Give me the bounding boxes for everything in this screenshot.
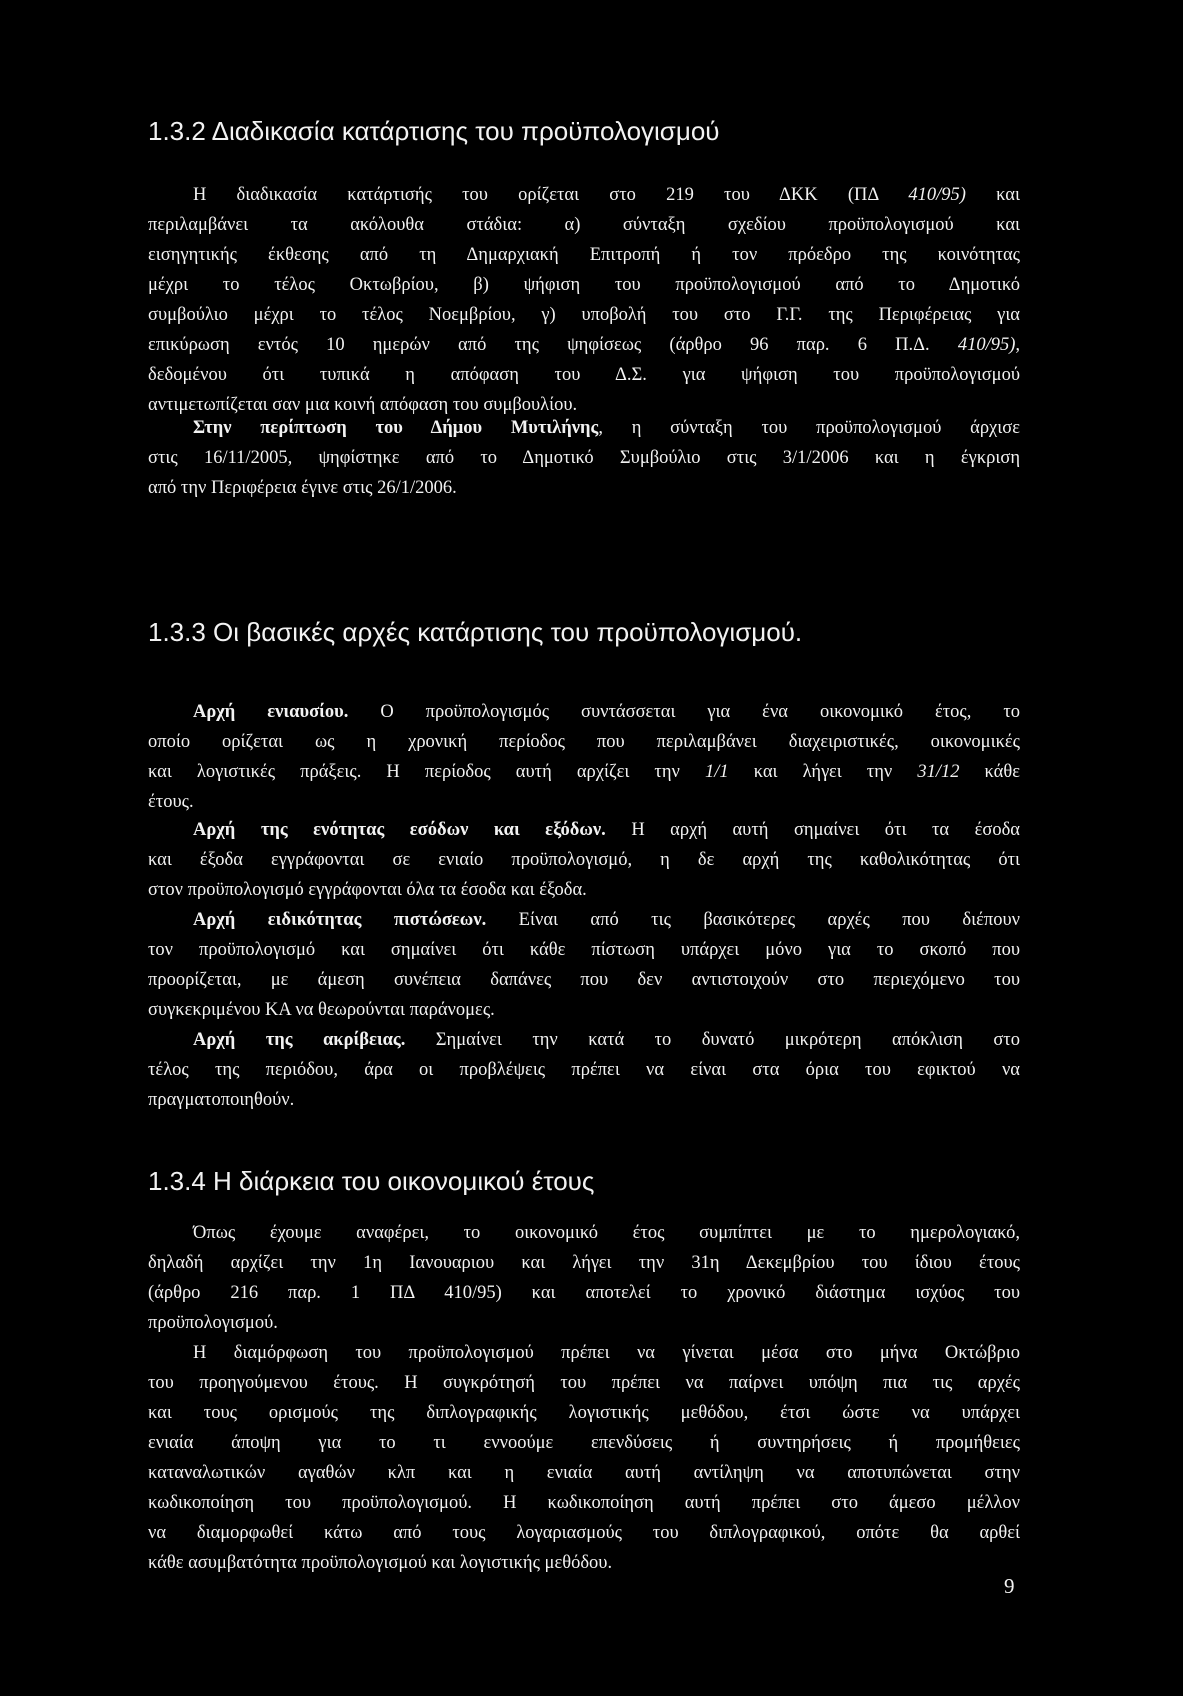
text-line: δηλαδή αρχίζει την 1η Ιανουαριου και λήγει την 31η Δεκεμβρίου του ίδιου έτους	[148, 1253, 1020, 1273]
section-heading-1-3-2: 1.3.2 Διαδικασία κατάρτισης του προϋπολογισμού	[148, 116, 720, 146]
text-line: τέλος της περιόδου, άρα οι προβλέψεις πρέπει να είναι στα όρια του εφικτού να	[148, 1060, 1020, 1080]
law-reference: 410/95),	[957, 335, 1020, 355]
text-line: και έξοδα εγγράφονται σε ενιαίο προϋπολογισμό, η δε αρχή της καθολικότητας ότι	[148, 850, 1020, 870]
text-line	[148, 1025, 1020, 1055]
text-line: του προηγούμενου έτους. Η συγκρότησή του πρέπει να παίρνει υπόψη πια τις αρχές	[148, 1373, 1020, 1393]
text-line: (άρθρο 216 παρ. 1 ΠΔ 410/95) και αποτελεί το χρονικό διάστημα ισχύος του	[148, 1283, 1020, 1303]
bold-lead: Αρχή ειδικότητας πιστώσεων.	[193, 910, 487, 930]
paragraph-unity-principle	[148, 815, 1020, 905]
date-end: 31/12	[917, 762, 960, 782]
text-span: Είναι από τις βασικότερες αρχές που διέπουν	[486, 910, 1020, 930]
paragraph-specificity-principle	[148, 905, 1020, 1025]
bold-lead: Αρχή της ενότητας εσόδων και εξόδων.	[193, 820, 606, 840]
date-start: 1/1	[704, 762, 729, 782]
text-span: Η διαδικασία κατάρτισής του ορίζεται στο 219 του ΔΚΚ (ΠΔ	[193, 185, 909, 205]
text-line: προϋπολογισμού.	[148, 1313, 278, 1333]
text-span: και λογιστικές πράξεις. Η περίοδος αυτή αρχίζει την	[148, 762, 705, 782]
text-line: συγκεκριμένου ΚΑ να θεωρούνται παράνομες.	[148, 1000, 495, 1020]
text-line	[148, 697, 1020, 727]
section-heading-1-3-3: 1.3.3 Οι βασικές αρχές κατάρτισης του προϋπολογισμού.	[148, 617, 803, 647]
text-line	[148, 815, 1020, 845]
text-span: και	[965, 185, 1020, 205]
page-number: 9	[1004, 1574, 1015, 1598]
paragraph-mytilene	[148, 413, 1020, 503]
text-span: κάθε	[959, 762, 1021, 782]
text-span: Η αρχή αυτή σημαίνει ότι τα έσοδα	[605, 820, 1020, 840]
paragraph-accuracy-principle	[148, 1025, 1020, 1115]
paragraph-budget-formation	[148, 1338, 1020, 1578]
text-line	[148, 330, 1020, 360]
bold-lead: Αρχή της ακρίβειας.	[193, 1030, 406, 1050]
text-line: και τους ορισμούς της διπλογραφικής λογιστικής μεθόδου, έτσι ώστε να υπάρχει	[148, 1403, 1020, 1423]
text-line	[148, 757, 1020, 787]
text-line: κωδικοποίηση του προϋπολογισμού. Η κωδικοποίηση αυτή πρέπει στο άμεσο μέλλον	[148, 1493, 1020, 1513]
bold-lead: Στην περίπτωση του Δήμου Μυτιλήνης	[193, 418, 599, 438]
text-span: Σημαίνει την κατά το δυνατό μικρότερη απόκλιση στο	[405, 1030, 1020, 1050]
law-reference: 410/95)	[908, 185, 966, 205]
text-line: ενιαία άποψη για το τι εννοούμε επενδύσεις ή συντηρήσεις ή προμήθειες	[148, 1433, 1020, 1453]
paragraph-annual-principle	[148, 697, 1020, 817]
text-line: κάθε ασυμβατότητα προϋπολογισμού και λογιστικής μεθόδου.	[148, 1553, 613, 1573]
text-line	[148, 413, 1020, 443]
text-line	[148, 905, 1020, 935]
text-line: μέχρι το τέλος Οκτωβρίου, β) ψήφιση του προϋπολογισμού από το Δημοτικό	[148, 275, 1020, 295]
text-line: δεδομένου ότι τυπικά η απόφαση του Δ.Σ. για ψήφιση του προϋπολογισμού	[148, 365, 1020, 385]
text-line: συμβούλιο μέχρι το τέλος Νοεμβρίου, γ) υποβολή του στο Γ.Γ. της Περιφέρειας για	[148, 305, 1020, 325]
text-line: καταναλωτικών αγαθών κλπ και η ενιαία αυτή αντίληψη να αποτυπώνεται στην	[148, 1463, 1020, 1483]
text-span: Ο προϋπολογισμός συντάσσεται για ένα οικονομικό έτος, το	[348, 702, 1021, 722]
text-span: και λήγει την	[728, 762, 918, 782]
text-line: τον προϋπολογισμό και σημαίνει ότι κάθε πίστωση υπάρχει μόνο για το σκοπό που	[148, 940, 1020, 960]
bold-lead: Αρχή ενιαυσίου.	[193, 702, 349, 722]
text-line: οποίο ορίζεται ως η χρονική περίοδος που περιλαμβάνει διαχειριστικές, οικονομικές	[148, 732, 1020, 752]
paragraph-procedure	[148, 180, 1020, 420]
text-line: Όπως έχουμε αναφέρει, το οικονομικό έτος συμπίπτει με το ημερολογιακό,	[193, 1223, 1020, 1243]
section-heading-1-3-4: 1.3.4 Η διάρκεια του οικονομικού έτους	[148, 1166, 595, 1196]
text-line: προορίζεται, με άμεση συνέπεια δαπάνες που δεν αντιστοιχούν στο περιεχόμενο του	[148, 970, 1020, 990]
text-line	[148, 180, 1020, 210]
text-line: στις 16/11/2005, ψηφίστηκε από το Δημοτικό Συμβούλιο στις 3/1/2006 και η έγκριση	[148, 448, 1020, 468]
text-line: πραγματοποιηθούν.	[148, 1090, 295, 1110]
text-line: Η διαμόρφωση του προϋπολογισμού πρέπει να γίνεται μέσα στο μήνα Οκτώβριο	[193, 1343, 1020, 1363]
text-span: επικύρωση εντός 10 ημερών από της ψηφίσεως (άρθρο 96 παρ. 6 Π.Δ.	[148, 335, 958, 355]
text-line: εισηγητικής έκθεσης από τη Δημαρχιακή Επιτροπή ή τον πρόεδρο της κοινότητας	[148, 245, 1020, 265]
text-span: , η σύνταξη του προϋπολογισμού άρχισε	[598, 418, 1020, 438]
text-line: περιλαμβάνει τα ακόλουθα στάδια: α) σύνταξη σχεδίου προϋπολογισμού και	[148, 215, 1020, 235]
text-line: στον προϋπολογισμό εγγράφονται όλα τα έσοδα και έξοδα.	[148, 880, 587, 900]
text-line: από την Περιφέρεια έγινε στις 26/1/2006.	[148, 478, 457, 498]
text-line: να διαμορφωθεί κάτω από τους λογαριασμούς του διπλογραφικού, οπότε θα αρθεί	[148, 1523, 1020, 1543]
text-line: έτους.	[148, 792, 194, 812]
paragraph-fiscal-year	[148, 1218, 1020, 1338]
text-line: αντιμετωπίζεται σαν μια κοινή απόφαση του συμβουλίου.	[148, 395, 578, 415]
